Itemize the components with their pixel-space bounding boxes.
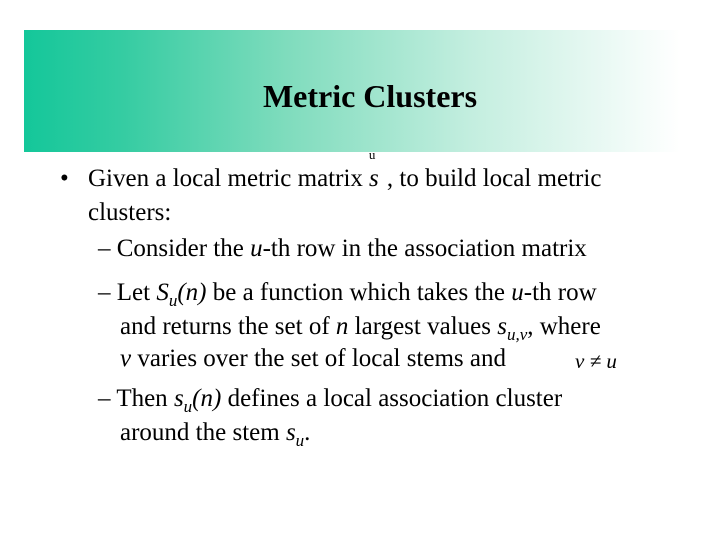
text: Let <box>116 279 157 306</box>
text: . <box>304 419 311 446</box>
var-v: v <box>120 345 132 372</box>
sub-bullet-1 <box>98 232 587 266</box>
text: varies over the set of local stems and <box>131 345 506 372</box>
bullet-marker: • <box>60 165 69 192</box>
text: , where <box>527 313 601 340</box>
text: and returns the set of <box>120 313 336 340</box>
sub-bullet-2-line-2 <box>120 310 601 344</box>
dash-marker: – <box>98 279 111 306</box>
dash-marker: – <box>98 235 111 262</box>
subscript-uv: u,v <box>506 325 528 344</box>
sub-bullet-3-line-1 <box>98 382 562 416</box>
sub-bullet-2-line-1 <box>98 276 597 310</box>
text: Then <box>116 385 174 412</box>
slide-title: Metric Clusters <box>262 78 478 114</box>
arg-n: (n) <box>192 385 222 412</box>
text: be a function which takes the <box>206 279 512 306</box>
var-s: s <box>497 313 507 340</box>
text: defines a local association cluster <box>221 385 563 412</box>
subscript-u: u <box>295 431 305 450</box>
arg-n: (n) <box>177 279 207 306</box>
var-s: s <box>173 385 184 412</box>
subscript-u: u <box>168 291 178 310</box>
var-S: S <box>156 279 169 306</box>
symbol-base: s <box>369 165 379 192</box>
title-band <box>24 30 680 152</box>
subscript-u: u <box>183 397 193 416</box>
text: -th row <box>523 279 597 306</box>
v-not-equal-u-formula: v ≠ u <box>575 349 617 373</box>
bullet-1-line-1 <box>88 147 602 196</box>
local-metric-matrix-symbol <box>367 147 381 196</box>
bullet-1-text-cont: , to build local metric <box>386 165 602 192</box>
var-n: n <box>335 313 349 340</box>
text: largest values <box>348 313 498 340</box>
symbol-accent: u <box>368 147 376 162</box>
bullet-1-line-2: clusters: <box>88 199 172 226</box>
text: -th row in the association matrix <box>262 235 587 262</box>
bullet-1-text: Given a local metric matrix <box>88 165 363 192</box>
text: Consider the <box>116 235 251 262</box>
sub-bullet-3-line-2 <box>120 416 310 450</box>
var-u: u <box>511 279 524 306</box>
sub-bullet-2-line-3 <box>120 342 506 376</box>
var-u: u <box>250 235 263 262</box>
text: around the stem <box>120 419 286 446</box>
var-s: s <box>285 419 296 446</box>
dash-marker: – <box>98 385 111 412</box>
